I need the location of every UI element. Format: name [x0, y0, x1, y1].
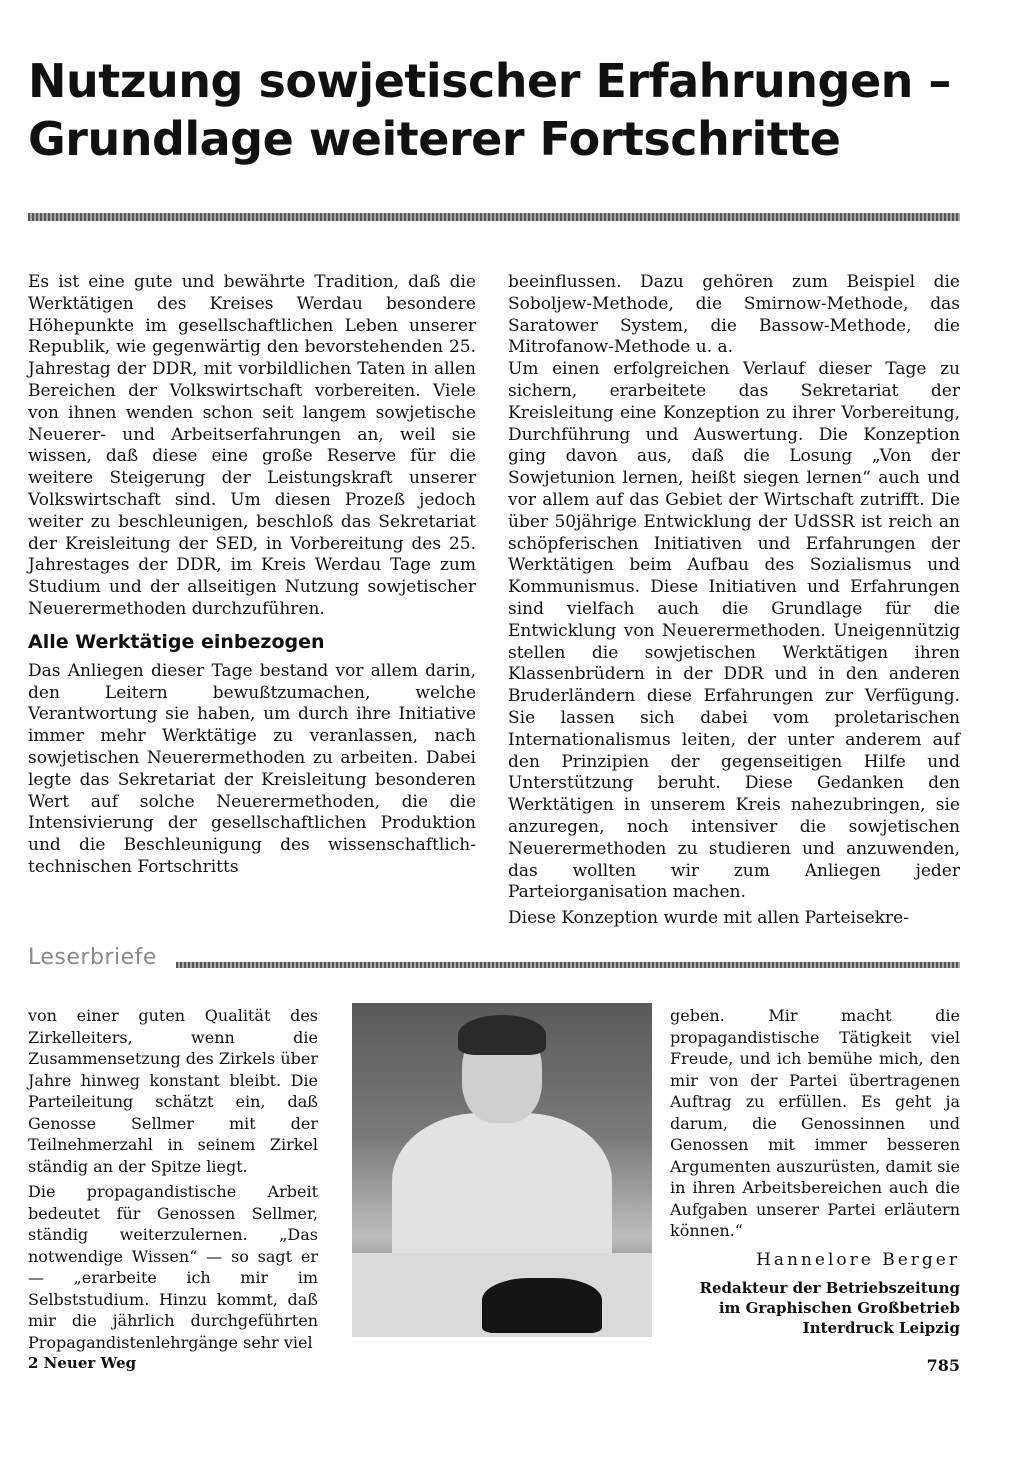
letter-column-right — [670, 1005, 960, 1242]
letter-paragraph: geben. Mir macht die propagandistische Tätigkeit viel Freude, und ich bemühe mich, den mir von der Partei übertragenen Auftrag zu erfüllen. Es geht ja darum, die Genossinnen und Genossen mit immer besseren Argumenten auszurüsten, damit sie in ihren Arbeitsbereichen auch die Aufgaben unserer Partei erläutern können.“ — [670, 1006, 960, 1240]
article-paragraph: Das Anliegen dieser Tage bestand vor allem darin, den Leitern bewußtzumachen, welche Verantwortung sie haben, um durch ihre Initiative immer mehr Werktätige zu veranlassen, nach sowjetischen Neuerermethoden zu arbeiten. Dabei legte das Sekretariat der Kreisleitung besonderen Wert auf solche Neuerermethoden, die die Intensivierung der gesellschaftlichen Produktion und die Beschleunigung des wissenschaftlich-technischen Fortschritts — [28, 660, 476, 877]
article-paragraph: beeinflussen. Dazu gehören zum Beispiel die Soboljew-Methode, die Smirnow-Methode, das Saratower System, die Bassow-Methode, die Mitrofanow-Methode u. a. — [508, 272, 960, 358]
article-paragraph: Diese Konzeption wurde mit allen Parteisekre- — [508, 908, 909, 929]
article-column-1 — [28, 272, 476, 879]
letter-paragraph: von einer guten Qualität des Zirkelleiters, wenn die Zusammensetzung des Zirkels über Jahre hinweg konstant bleibt. Die Parteileitung schätzt ein, daß Genosse Sellmer mit der Teilnehmerzahl in seinem Zirkel ständig an der Spitze liegt. — [28, 1006, 318, 1176]
portrait-photo — [352, 1003, 652, 1337]
article-column-2 — [508, 272, 960, 930]
headline-rule — [28, 213, 960, 221]
headline — [28, 52, 988, 168]
article-paragraph: Um einen erfolgreichen Verlauf dieser Tage zu sichern, erarbeitete das Sekretariat der Kreisleitung eine Konzeption zu ihrer Vorbereitung, Durchführung und Auswertung. Die Konzeption ging davon aus, daß die Losung „Von der Sowjetunion lernen, heißt siegen lernen“ auch und vor allem auf das Gebiet der Wirtschaft zutrifft. Die über 50jährige Entwicklung der UdSSR ist reich an schöpferischen Initiativen und Erfahrungen der Werktätigen beim Aufbau des Sozialismus und Kommunismus. Diese Initiativen und Erfahrungen sind vielfach auch die Grundlage für die Entwicklung von Neuerermethoden. Uneigennützig stellen die sowjetischen Werktätigen ihren Klassenbrüdern in der DDR und in den anderen Bruderländern diese Erfahrungen zur Verfügung. Sie lassen sich dabei vom proletarischen Internationalismus leiten, der unter anderem auf den Prinzipien der gegenseitigen Hilfe und Unterstützung beruht. Diese Gedanken den Werktätigen in unserem Kreis nahezubringen, sie anzuregen, noch intensiver die sowjetischen Neuerermethoden zu studieren und anzuwenden, das wollten wir zum Anliegen jeder Parteiorganisation machen. — [508, 359, 960, 903]
page-number: 785 — [926, 1356, 960, 1375]
headline-line-2: Grundlage weiterer Fortschritte — [28, 112, 841, 166]
letter-paragraph: Die propagandistische Arbeit bedeutet für Genossen Sellmer, ständig weiterzulernen. „Das notwendige Wissen“ — so sagt er — „erarbeite ich mir im Selbststudium. Hinzu kommt, daß mir die jährlich durchgeführten Propagandistenlehrgänge sehr viel — [28, 1182, 318, 1352]
photo-hair — [458, 1015, 546, 1055]
photo-telephone — [482, 1278, 602, 1333]
author-role — [640, 1278, 960, 1338]
section-rule — [176, 962, 960, 968]
footer-publication: 2 Neuer Weg — [28, 1354, 137, 1372]
section-label-leserbriefe: Leserbriefe — [28, 945, 157, 970]
author-role-line: im Graphischen Großbetrieb — [718, 1299, 960, 1317]
headline-line-1: Nutzung sowjetischer Erfahrungen – — [28, 54, 951, 108]
letter-column-left — [28, 1005, 318, 1353]
author-role-line: Redakteur der Betriebszeitung — [699, 1279, 960, 1297]
author-signature: Hannelore Berger — [756, 1250, 960, 1270]
author-role-line: Interdruck Leipzig — [802, 1319, 960, 1337]
article-subhead: Alle Werktätige einbezogen — [28, 630, 325, 653]
article-paragraph: Es ist eine gute und bewährte Tradition, daß die Werktätigen des Kreises Werdau besondere Höhepunkte im gesellschaftlichen Leben unserer Republik, wie gegenwärtig den bevorstehenden 25. Jahrestag der DDR, mit vorbildlichen Taten in allen Bereichen der Volkswirtschaft vorbereiten. Viele von ihnen wenden schon seit langem sowjetische Neuerer- und Arbeitserfahrungen an, weil sie wissen, daß diese eine große Reserve für die weitere Steigerung der Leistungskraft unserer Volkswirtschaft sind. Um diesen Prozeß jedoch weiter zu beschleunigen, beschloß das Sekretariat der Kreisleitung der SED, in Vorbereitung des 25. Jahrestages der DDR, im Kreis Werdau Tage zum Studium und der allseitigen Nutzung sowjetischer Neuerermethoden durchzuführen. — [28, 272, 476, 619]
